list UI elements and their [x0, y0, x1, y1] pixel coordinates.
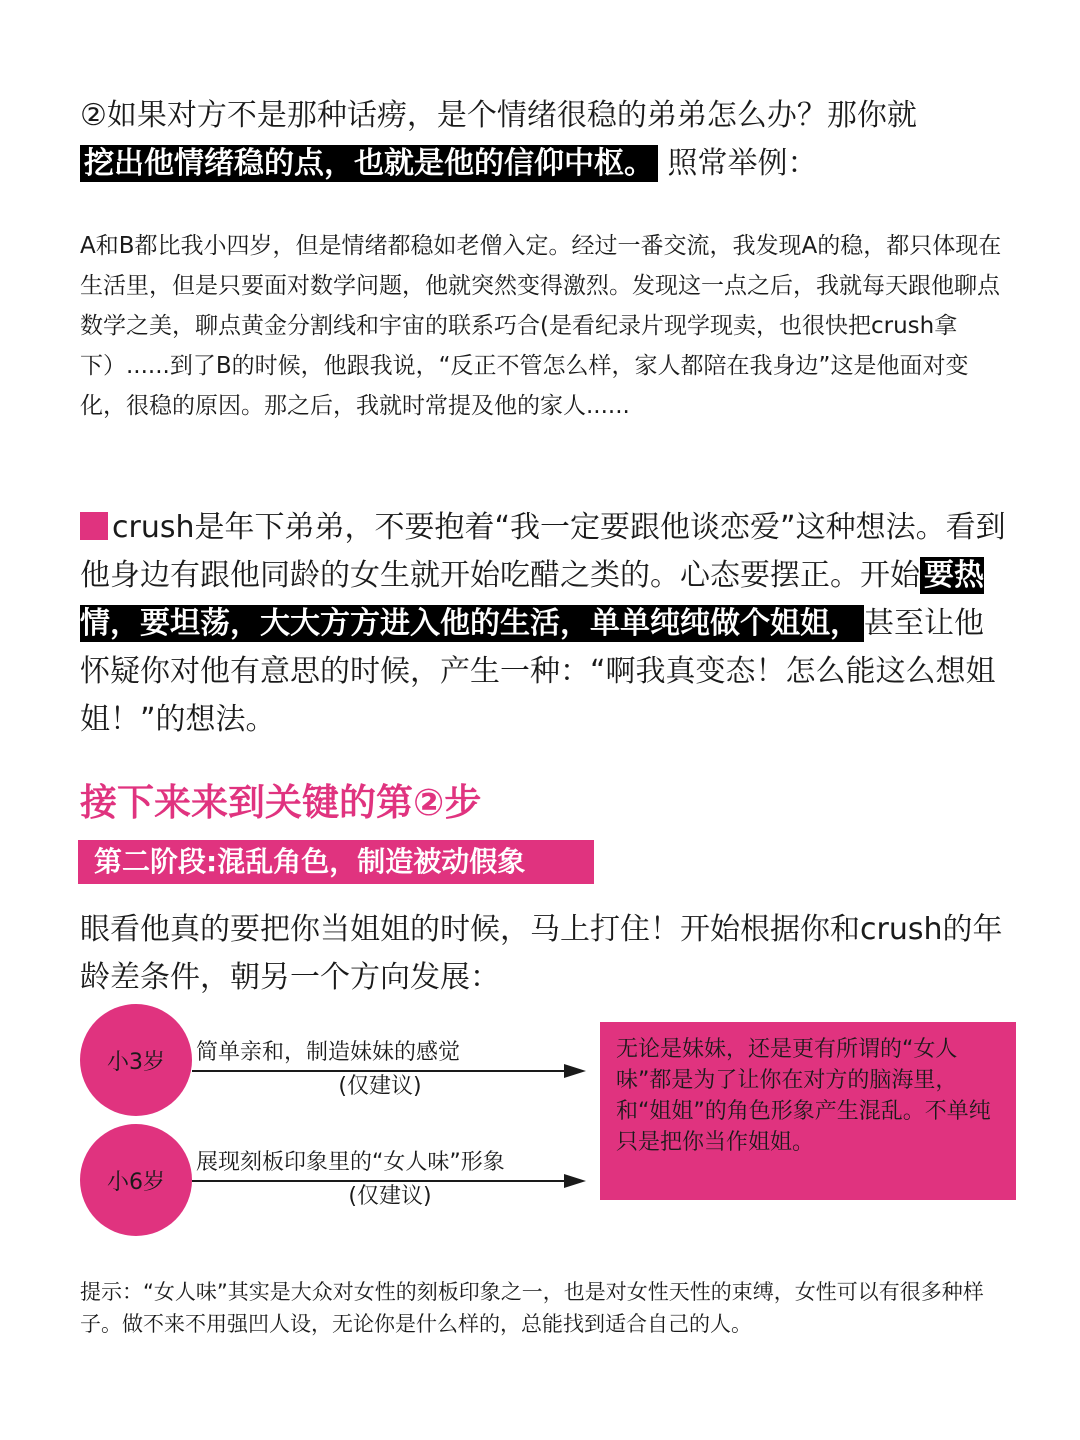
intro-paragraph — [80, 92, 1010, 188]
intro-highlight: 挖出他情绪稳的点，也就是他的信仰中枢。 — [80, 145, 658, 182]
step-heading: 接下来来到关键的第②步 — [80, 781, 482, 824]
stage-heading: 第二阶段:混乱角色，制造被动假象 — [78, 840, 594, 884]
intro-tail: 照常举例： — [667, 146, 818, 181]
arrow-label-3: 简单亲和，制造妹妹的感觉 — [196, 1040, 461, 1065]
advice-paragraph — [80, 504, 1010, 744]
advice-highlight: 要热情，要坦荡，大大方方进入他的生活，单单纯纯做个姐姐， — [80, 558, 984, 641]
arrow-label-6: 展现刻板印象里的“女人味”形象 — [196, 1150, 505, 1175]
pink-square-icon — [80, 512, 108, 540]
conclusion-box: 无论是妹妹，还是更有所谓的“女人味”都是为了让你在对方的脑海里，和“姐姐”的角色形象产生混乱。不单纯只是把你当作姐姐。 — [600, 1022, 1016, 1200]
intro-text: ②如果对方不是那种话痨，是个情绪很稳的弟弟怎么办？那你就 — [80, 98, 917, 133]
age-circle-6: 小6岁 — [80, 1124, 192, 1236]
arrow-head-icon — [564, 1064, 586, 1078]
arrow-head-icon — [564, 1174, 586, 1188]
advice-intro: crush是年下弟弟，不要抱着“我一定要跟他谈恋爱”这种想法。看到他身边有跟他同龄的女生就开始吃醋之类的。心态要摆正。开始 — [80, 510, 1006, 593]
example-paragraph: A和B都比我小四岁，但是情绪都稳如老僧入定。经过一番交流，我发现A的稳，都只体现在生活里，但是只要面对数学问题，他就突然变得激烈。发现这一点之后，我就每天跟他聊点数学之美，聊点黄金分割线和宇宙的联系巧合(是看纪录片现学现卖，也很快把crush拿下）......到了B的时候，他跟我说，“反正不管怎么样，家人都陪在我身边”这是他面对变化，很稳的原因。那之后，我就时常提及他的家人...... — [80, 233, 1002, 419]
tip-note: 提示：“女人味”其实是大众对女性的刻板印象之一，也是对女性天性的束缚，女性可以有很多种样子。做不来不用强凹人设，无论你是什么样的，总能找到适合自己的人。 — [80, 1280, 984, 1336]
arrow-note-6: (仅建议) — [348, 1184, 432, 1209]
age-circle-3: 小3岁 — [80, 1004, 192, 1116]
arrow-note-3: (仅建议) — [338, 1074, 422, 1099]
advice-tail: 甚至让他怀疑你对他有意思的时候，产生一种：“啊我真变态！怎么能这么想姐姐！”的想法。 — [80, 606, 996, 737]
transition-paragraph: 眼看他真的要把你当姐姐的时候，马上打住！开始根据你和crush的年龄差条件，朝另一个方向发展： — [80, 912, 1003, 995]
